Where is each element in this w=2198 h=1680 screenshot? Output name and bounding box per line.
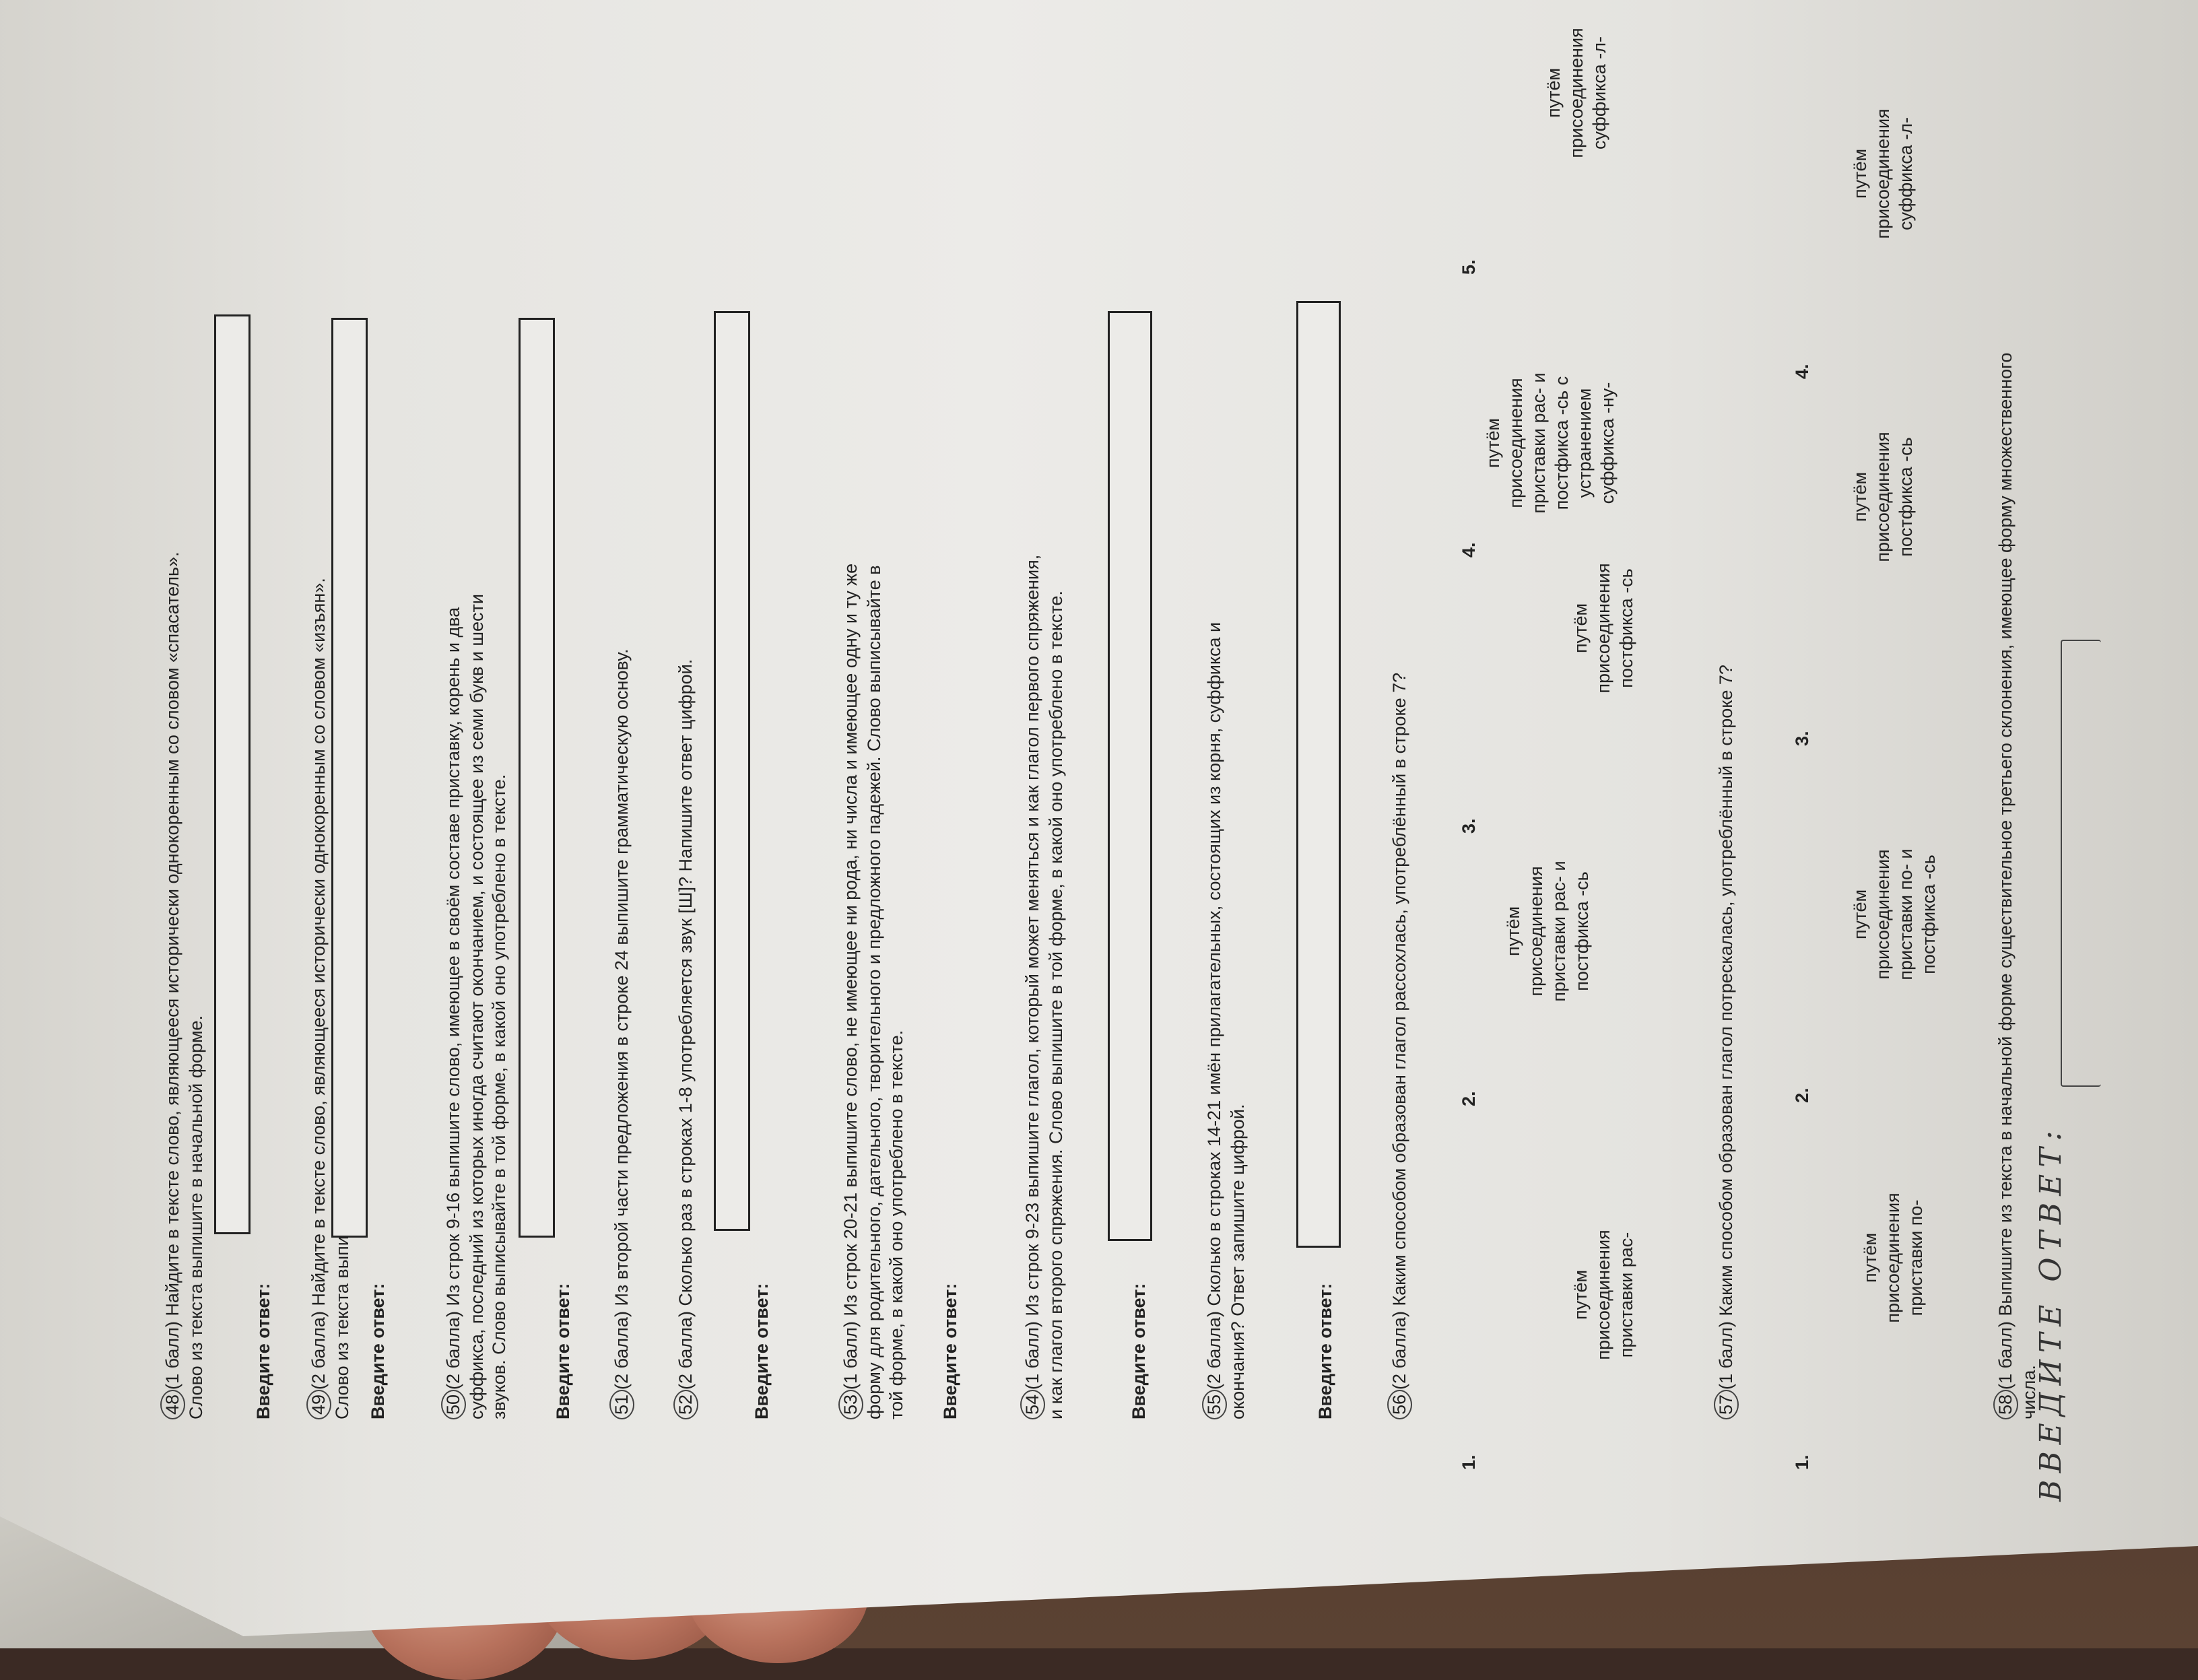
option-57-4[interactable]: путём присоединения суффикса -л- bbox=[1850, 108, 1916, 239]
question-number: 56 bbox=[1387, 1390, 1412, 1419]
question-53 bbox=[838, 544, 908, 1419]
question-text: (2 балла) Сколько в строках 14-21 имён прилагательных, состоящих из корня, суффикса и окончания? Ответ запишите цифрой. bbox=[1204, 621, 1248, 1419]
question-text: (1 балл) Каким способом образован глагол потрескалась, употреблённый в строке 7? bbox=[1716, 665, 1736, 1390]
question-number: 54 bbox=[1020, 1390, 1045, 1419]
answer-label: Введите ответ: bbox=[1129, 1283, 1149, 1419]
option-56-3[interactable]: путём присоединения постфикса -сь bbox=[1570, 563, 1636, 694]
option-number: 2. bbox=[1459, 1091, 1479, 1106]
answer-input-49[interactable] bbox=[331, 318, 368, 1238]
question-number: 58 bbox=[1993, 1390, 2018, 1419]
answer-input-54[interactable] bbox=[1108, 311, 1152, 1241]
question-48 bbox=[160, 544, 207, 1419]
worksheet-content bbox=[0, 28, 2088, 1648]
answer-label: Введите ответ: bbox=[553, 1283, 573, 1419]
question-56 bbox=[1387, 544, 1412, 1419]
answer-input-50[interactable] bbox=[519, 318, 555, 1238]
question-number: 57 bbox=[1714, 1390, 1739, 1419]
question-number: 53 bbox=[838, 1390, 863, 1419]
answer-input-55[interactable] bbox=[1296, 301, 1341, 1248]
question-55 bbox=[1202, 544, 1249, 1419]
option-57-1[interactable]: путём присоединения приставки по- bbox=[1860, 1192, 1926, 1323]
option-number: 3. bbox=[1459, 818, 1479, 834]
option-56-5[interactable]: путём присоединения суффикса -л- bbox=[1543, 28, 1609, 158]
question-52 bbox=[673, 544, 698, 1419]
answer-label: Введите ответ: bbox=[1315, 1283, 1335, 1419]
question-number: 50 bbox=[441, 1390, 466, 1419]
answer-label: Введите ответ: bbox=[253, 1283, 273, 1419]
question-text: (2 балла) Из второй части предложения в строке 24 выпишите грамматическую основу. bbox=[611, 648, 632, 1390]
question-text: (1 балл) Найдите в тексте слово, являющееся исторически однокоренным со словом «спасатель». Слово из текста выпишите в начальной форме. bbox=[162, 551, 206, 1419]
option-number: 4. bbox=[1459, 542, 1479, 558]
question-text: (2 балла) Сколько раз в строках 1-8 употребляется звук [Ш]? Напишите ответ цифрой. bbox=[675, 659, 696, 1390]
option-number: 1. bbox=[1792, 1454, 1812, 1470]
question-57 bbox=[1714, 544, 1739, 1419]
question-number: 55 bbox=[1202, 1390, 1227, 1419]
question-text: (2 балла) Каким способом образован глагол рассохлась, употреблённый в строке 7? bbox=[1389, 672, 1409, 1390]
answer-label: Введите ответ: bbox=[752, 1283, 772, 1419]
option-56-1[interactable]: путём присоединения приставки рас- bbox=[1570, 1230, 1636, 1360]
question-50 bbox=[441, 544, 510, 1419]
option-56-4[interactable]: путём присоединения приставки рас- и постфикса -сь с устранением суффикса -ну- bbox=[1483, 372, 1618, 514]
option-number: 5. bbox=[1459, 259, 1479, 275]
option-number: 3. bbox=[1792, 731, 1812, 746]
option-57-2[interactable]: путём присоединения приставки по- и постфикса -сь bbox=[1850, 848, 1939, 980]
question-text: (1 балл) Из строк 9-23 выпишите глагол, который может меняться и как глагол первого спряжения, и как глагол второго спряжения. Слово выпишите в той форме, в какой оно употреблено в тексте. bbox=[1022, 554, 1066, 1419]
option-56-2[interactable]: путём присоединения приставки рас- и постфикса -сь bbox=[1503, 861, 1592, 1002]
option-number: 1. bbox=[1459, 1454, 1479, 1470]
question-text: (1 балл) Выпишите из текста в начальной форме существительное третьего склонения, имеющее форму множественного числа. bbox=[1995, 352, 2039, 1419]
answer-label: Введите ответ: bbox=[940, 1283, 960, 1419]
option-number: 2. bbox=[1792, 1087, 1812, 1103]
option-57-3[interactable]: путём присоединения постфикса -сь bbox=[1850, 432, 1916, 562]
question-text: (2 балла) Из строк 9-16 выпишите слово, имеющее в своём составе приставку, корень и два суффикса, последний из которых иногда считают окончанием, и состоящее из семи букв и шести звуков. Слово выписывайте в той форме, в какой оно употреблено в тексте. bbox=[443, 594, 509, 1419]
question-number: 48 bbox=[160, 1390, 185, 1419]
question-number: 49 bbox=[306, 1390, 331, 1419]
answer-input-48[interactable] bbox=[214, 314, 251, 1234]
question-text: (2 балла) Найдите в тексте слово, являющееся исторически однокоренным со словом «изъян». Слово из текста bbox=[308, 578, 352, 1419]
handwritten-answer-box[interactable] bbox=[2061, 640, 2101, 1087]
option-number: 4. bbox=[1792, 364, 1812, 379]
question-51 bbox=[609, 544, 634, 1419]
answer-input-52[interactable] bbox=[714, 311, 750, 1231]
question-number: 51 bbox=[609, 1390, 634, 1419]
question-text: (1 балл) Из строк 20-21 выпишите слово, не имеющее ни рода, ни числа и имеющее одну и ту же форму для родительного, дательного, творительного и предложного падежей. Слово выписывайте в той форме, в какой оно употреблено в тексте. bbox=[840, 563, 906, 1419]
answer-label: Введите ответ: bbox=[368, 1283, 388, 1419]
question-54 bbox=[1020, 544, 1067, 1419]
question-number: 52 bbox=[673, 1390, 698, 1419]
handwritten-answer-label: ВВЕДИТЕ ОТВЕТ: bbox=[2034, 1124, 2068, 1502]
